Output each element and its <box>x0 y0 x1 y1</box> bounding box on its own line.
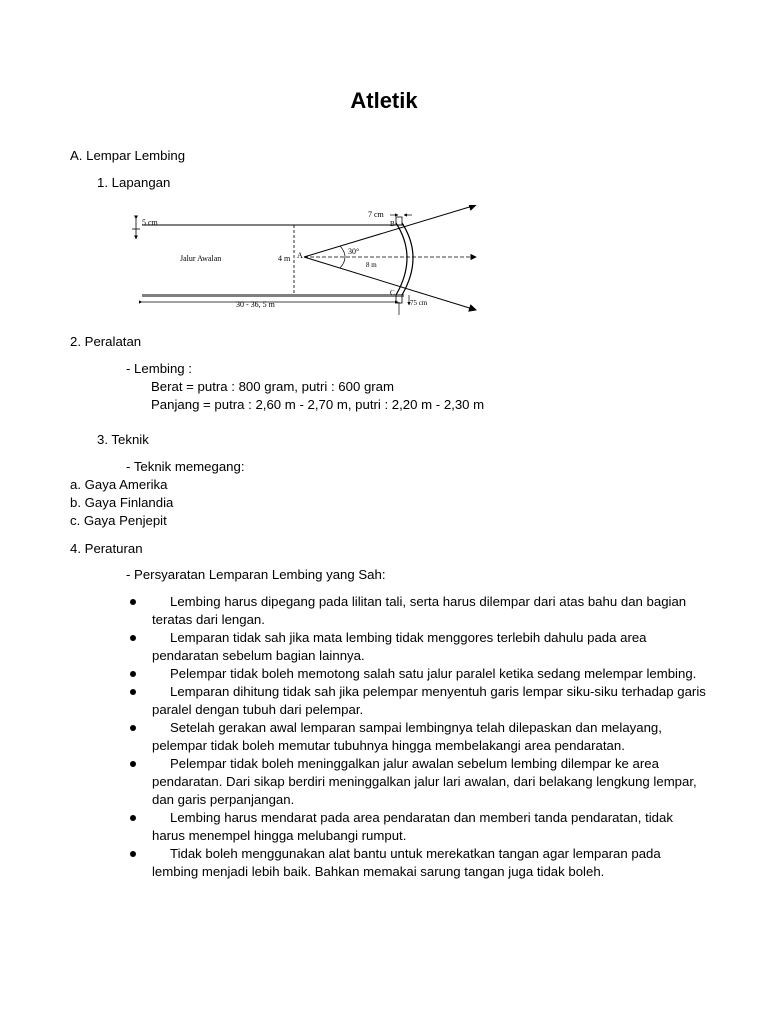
bullet-icon <box>130 689 136 695</box>
bullet-icon <box>130 599 136 605</box>
rule-text: Pelempar tidak boleh memotong salah satu jalur paralel ketika sedang melempar lembing. <box>170 666 697 681</box>
label-c: C <box>390 289 395 297</box>
section-heading-a: A. Lempar Lembing <box>70 148 186 163</box>
lembing-heading: - Lembing : <box>126 361 192 376</box>
label-a: A <box>297 251 303 260</box>
list-item <box>128 845 708 881</box>
list-item <box>128 719 708 755</box>
rule-text: Pelempar tidak boleh meninggalkan jalur awalan sebelum lembing dilempar ke area pendaratan. Dari sikap berdiri meninggalkan jalur lari awalan, dari belakang lengkung lempar, dan garis perpanjangan. <box>152 756 697 807</box>
rule-text: Lemparan dihitung tidak sah jika pelempar menyentuh garis lempar siku-siku terhadap garis paralel dengan tubuh dari pelempar. <box>152 684 706 717</box>
label-8m: 8 m <box>366 261 377 269</box>
bullet-icon <box>130 671 136 677</box>
list-item <box>128 683 708 719</box>
persyaratan-heading: - Persyaratan Lemparan Lembing yang Sah: <box>126 567 386 582</box>
javelin-field-diagram <box>128 205 488 320</box>
rules-list <box>128 593 708 881</box>
label-7cm: 7 cm <box>368 210 384 219</box>
label-75cm: 75 cm <box>410 299 428 307</box>
lembing-panjang: Panjang = putra : 2,60 m - 2,70 m, putri : 2,20 m - 2,30 m <box>151 397 485 412</box>
teknik-heading: - Teknik memegang: <box>126 459 245 474</box>
label-4m: 4 m <box>278 254 291 263</box>
bullet-icon <box>130 761 136 767</box>
bullet-icon <box>130 725 136 731</box>
list-item <box>128 809 708 845</box>
label-30-36-5m: 30 - 36, 5 m <box>236 300 275 309</box>
gaya-item: a. Gaya Amerika <box>70 477 168 492</box>
rule-text: Lembing harus mendarat pada area pendaratan dan memberi tanda pendaratan, tidak harus menempel hingga melubangi rumput. <box>152 810 673 843</box>
label-jalur-awalan: Jalur Awalan <box>180 254 222 263</box>
lembing-berat: Berat = putra : 800 gram, putri : 600 gram <box>151 379 394 394</box>
rule-text: Lembing harus dipegang pada lilitan tali, serta harus dilempar dari atas bahu dan bagian teratas dari lengan. <box>152 594 687 627</box>
bullet-icon <box>130 851 136 857</box>
rule-text: Lemparan tidak sah jika mata lembing tidak menggores terlebih dahulu pada area pendaratan sebelum bagian lainnya. <box>152 630 647 663</box>
rule-text: Tidak boleh menggunakan alat bantu untuk merekatkan tangan agar lemparan pada lembing menjadi lebih baik. Bahkan memakai sarung tangan juga tidak boleh. <box>152 846 661 879</box>
bullet-icon <box>130 635 136 641</box>
label-5cm: 5 cm <box>142 218 158 227</box>
list-item <box>128 755 708 809</box>
subheading-teknik: 3. Teknik <box>97 432 149 447</box>
rule-text: Setelah gerakan awal lemparan sampai lembingnya telah dilepaskan dan melayang, pelempar tidak boleh memutar tubuhnya hingga membelakangi area pendaratan. <box>152 720 662 753</box>
subheading-peralatan: 2. Peralatan <box>70 334 142 349</box>
subheading-peraturan: 4. Peraturan <box>70 541 143 556</box>
list-item <box>128 629 708 665</box>
label-30-degrees: 30° <box>348 247 360 256</box>
bullet-icon <box>130 815 136 821</box>
gaya-item: b. Gaya Finlandia <box>70 495 174 510</box>
gaya-item: c. Gaya Penjepit <box>70 513 167 528</box>
page-title: Atletik <box>350 88 418 113</box>
list-item <box>128 593 708 629</box>
subheading-lapangan: 1. Lapangan <box>97 175 171 190</box>
list-item <box>128 665 708 683</box>
label-b: B <box>390 220 395 228</box>
